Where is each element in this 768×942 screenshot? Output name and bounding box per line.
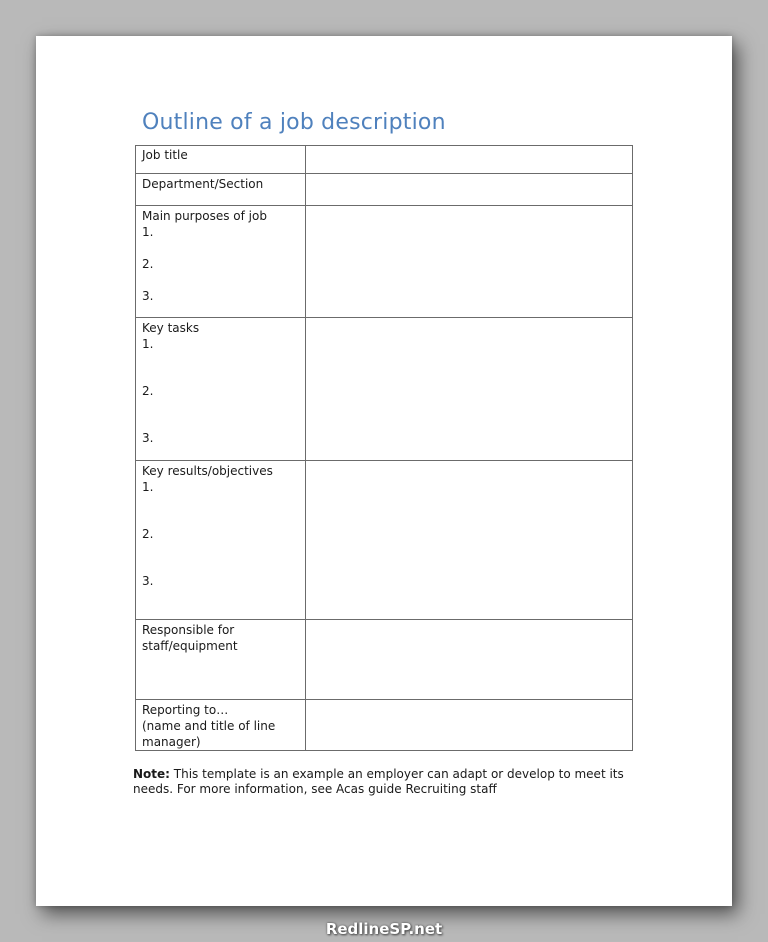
- value-cell-department[interactable]: [306, 174, 633, 206]
- row-label: Responsible for: [142, 623, 235, 637]
- list-item-number: 1.: [142, 337, 154, 351]
- note-text: This template is an example an employer can adapt or develop to meet its needs. For more information, see Acas guide Recruiting staff: [133, 767, 624, 796]
- row-label: Key results/objectives: [142, 464, 273, 478]
- label-cell: [136, 700, 306, 751]
- note-label: Note:: [133, 767, 170, 781]
- document-page: [36, 36, 732, 906]
- list-item-number: 2.: [142, 527, 154, 541]
- label-cell: [136, 318, 306, 461]
- table-row-key-results: [136, 461, 633, 620]
- list-item-number: 3.: [142, 431, 154, 445]
- label-cell: [136, 206, 306, 318]
- row-label: (name and title of line: [142, 719, 276, 733]
- label-cell: [136, 620, 306, 700]
- value-cell-responsible-for[interactable]: [306, 620, 633, 700]
- row-label: Job title: [142, 148, 188, 162]
- value-cell-key-results[interactable]: [306, 461, 633, 620]
- value-cell-main-purposes[interactable]: [306, 206, 633, 318]
- list-item-number: 1.: [142, 225, 154, 239]
- value-cell-key-tasks[interactable]: [306, 318, 633, 461]
- row-label: manager): [142, 735, 201, 749]
- note-paragraph: [133, 767, 633, 797]
- list-item-number: 2.: [142, 384, 154, 398]
- document-title: Outline of a job description: [142, 110, 446, 135]
- row-label: Department/Section: [142, 177, 264, 191]
- row-label: Reporting to…: [142, 703, 229, 717]
- table-row-department: [136, 174, 633, 206]
- table-row-job-title: [136, 146, 633, 174]
- label-cell: [136, 461, 306, 620]
- row-label: staff/equipment: [142, 639, 238, 653]
- value-cell-job-title[interactable]: [306, 146, 633, 174]
- table-row-key-tasks: [136, 318, 633, 461]
- list-item-number: 1.: [142, 480, 154, 494]
- job-description-table: [135, 145, 633, 751]
- row-label: Key tasks: [142, 321, 200, 335]
- table-row-reporting-to: [136, 700, 633, 751]
- label-cell: [136, 146, 306, 174]
- list-item-number: 3.: [142, 289, 154, 303]
- row-label: Main purposes of job: [142, 209, 267, 223]
- watermark: RedlineSP.net: [325, 920, 443, 938]
- table-row-main-purposes: [136, 206, 633, 318]
- value-cell-reporting-to[interactable]: [306, 700, 633, 751]
- list-item-number: 3.: [142, 574, 154, 588]
- list-item-number: 2.: [142, 257, 154, 271]
- table-row-responsible-for: [136, 620, 633, 700]
- label-cell: [136, 174, 306, 206]
